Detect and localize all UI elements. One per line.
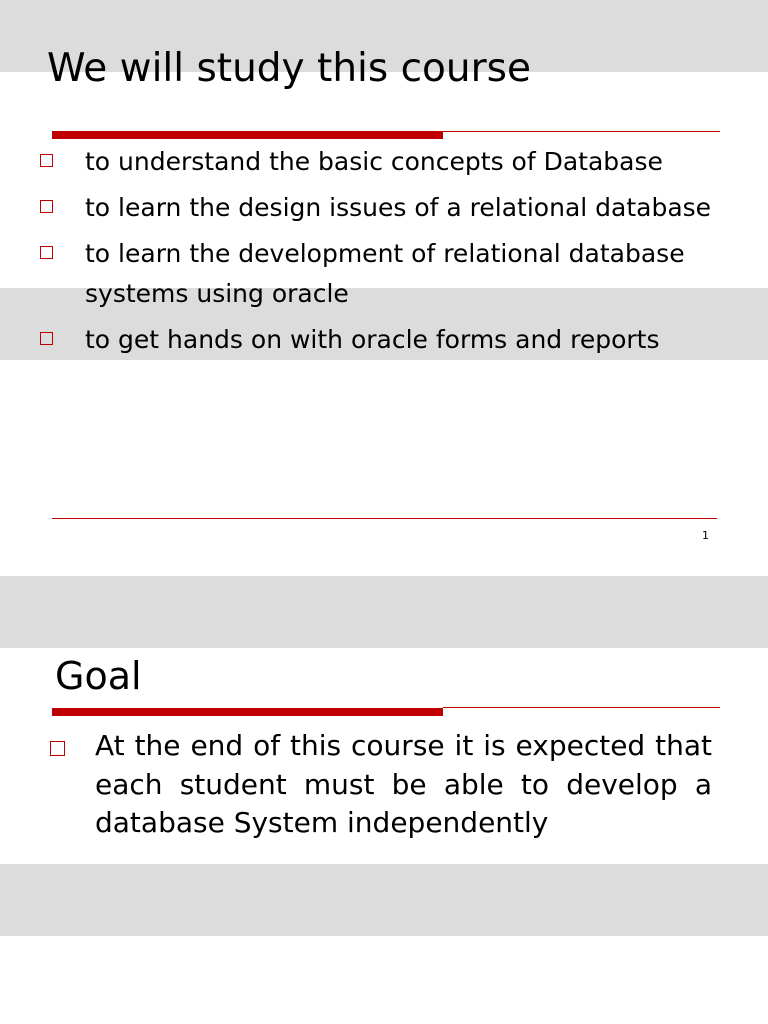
square-bullet-icon (40, 154, 53, 167)
square-bullet-icon (40, 200, 53, 213)
slide-title: We will study this course (47, 46, 531, 91)
bullet-text: to learn the design issues of a relational database (85, 193, 712, 222)
square-bullet-icon (40, 332, 53, 345)
slide-title: Goal (55, 654, 142, 698)
bullet-list (48, 727, 712, 843)
list-item (40, 234, 720, 314)
list-item (48, 727, 712, 843)
bullet-text: to learn the development of relational database systems using oracle (85, 239, 685, 308)
title-underline-thick (52, 131, 443, 139)
footer-divider (52, 518, 717, 519)
title-underline-thin (443, 131, 720, 132)
bullet-text: to understand the basic concepts of Database (85, 147, 663, 176)
background-stripe (0, 864, 768, 936)
title-underline-thin (443, 707, 720, 708)
bullet-list (40, 142, 720, 366)
list-item (40, 188, 720, 228)
bullet-text: At the end of this course it is expected that each student must be able to develop a database System independently (95, 729, 712, 839)
list-item (40, 142, 720, 182)
title-underline-thick (52, 708, 443, 716)
background-stripe (0, 576, 768, 648)
list-item (40, 320, 720, 360)
page-number: 1 (702, 529, 709, 542)
bullet-text: to get hands on with oracle forms and reports (85, 325, 660, 354)
square-bullet-icon (50, 741, 65, 756)
square-bullet-icon (40, 246, 53, 259)
